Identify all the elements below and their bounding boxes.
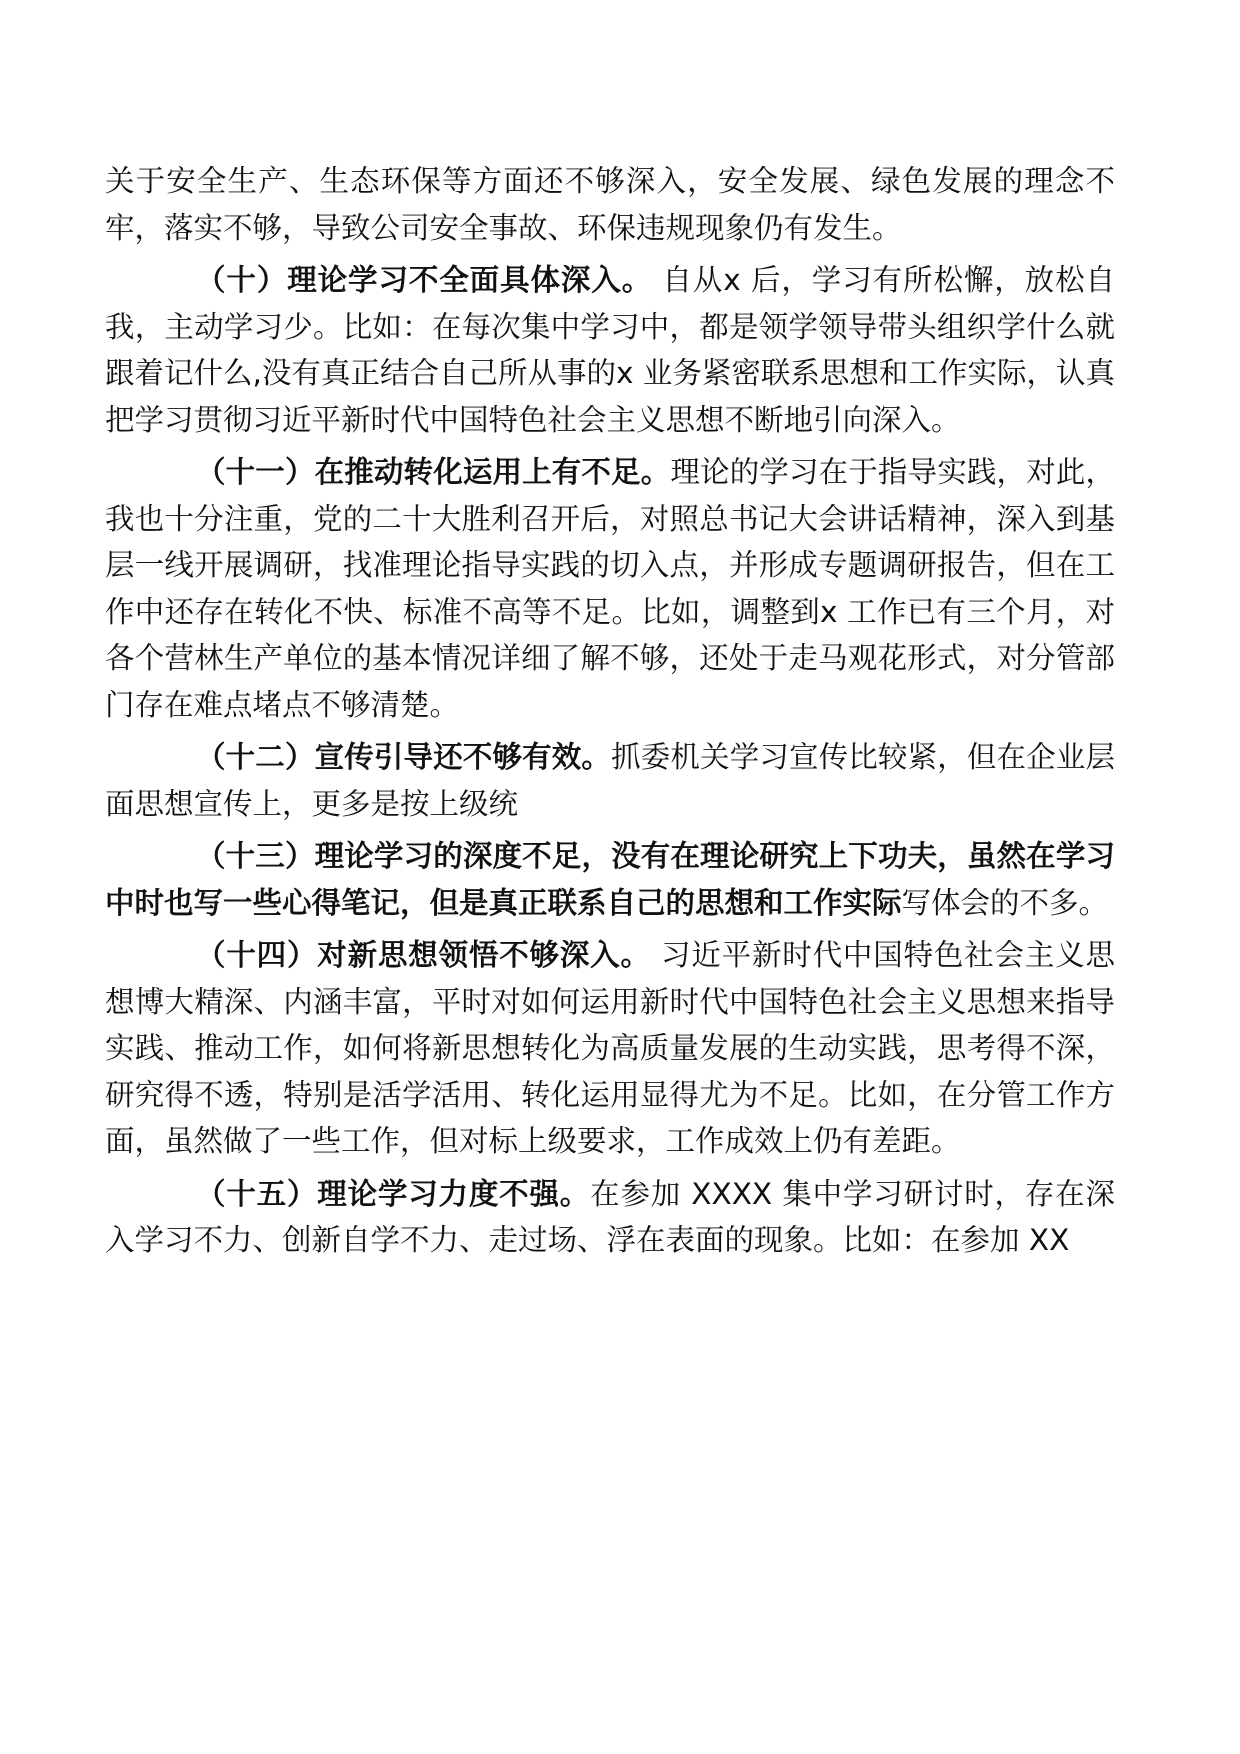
paragraph-body: 抓委机关学习宣传比较紧，但在企业层面思想宣传上，更多是按上级统: [105, 740, 1115, 821]
paragraph-heading: （十三）理论学习的深度不足，没有在理论研究上下功夫，虽然在学习中时也写一些心得笔记，但是真正联系自己的思想和工作实际: [105, 839, 1115, 920]
paragraph-1: [105, 158, 1115, 251]
paragraph-14: [105, 932, 1115, 1165]
paragraph-12: [105, 734, 1115, 827]
paragraph-heading: （十一）在推动转化运用上有不足。: [196, 455, 671, 489]
paragraph-15: [105, 1171, 1115, 1264]
paragraph-heading: （十五）理论学习力度不强。: [196, 1176, 591, 1211]
paragraph-body: 理论的学习在于指导实践，对此，我也十分注重，党的二十大胜利召开后，对照总书记大会讲话精神，深入到基层一线开展调研，找准理论指导实践的切入点，并形成专题调研报告，但在工作中还存在转化不快、标准不高等不足。比如，调整到x 工作已有三个月，对各个营林生产单位的基本情况详细了解不够，还处于走马观花形式，对分管部门存在难点堵点不够清楚。: [105, 455, 1115, 722]
paragraph-body: 在参加 XXXX 集中学习研讨时，存在深入学习不力、创新自学不力、走过场、浮在表面的现象。比如：在参加 XX: [105, 1176, 1115, 1257]
paragraph-heading: （十）理论学习不全面具体深入。: [196, 263, 653, 297]
paragraph-body: 关于安全生产、生态环保等方面还不够深入，安全发展、绿色发展的理念不牢，落实不够，导致公司安全事故、环保违规现象仍有发生。: [105, 164, 1115, 245]
paragraph-11: [105, 449, 1115, 728]
paragraph-body: 写体会的不多。: [901, 885, 1109, 920]
document-page: [105, 158, 1115, 1264]
paragraph-10: [105, 257, 1115, 443]
paragraph-heading: （十四）对新思想领悟不够深入。: [196, 938, 651, 972]
paragraph-13: [105, 833, 1115, 926]
paragraph-heading: （十二）宣传引导还不够有效。: [196, 740, 612, 774]
paragraph-body: 习近平新时代中国特色社会主义思想博大精深、内涵丰富，平时对如何运用新时代中国特色社会主义思想来指导实践、推动工作，如何将新思想转化为高质量发展的生动实践，思考得不深，研究得不透，特别是活学活用、转化运用显得尤为不足。比如，在分管工作方面，虽然做了一些工作，但对标上级要求，工作成效上仍有差距。: [105, 938, 1115, 1158]
paragraph-body: 自从x 后，学习有所松懈，放松自我，主动学习少。比如：在每次集中学习中，都是领学领导带头组织学什么就跟着记什么,没有真正结合自己所从事的x 业务紧密联系思想和工作实际，认真把学习贯彻习近平新时代中国特色社会主义思想不断地引向深入。: [105, 263, 1115, 437]
